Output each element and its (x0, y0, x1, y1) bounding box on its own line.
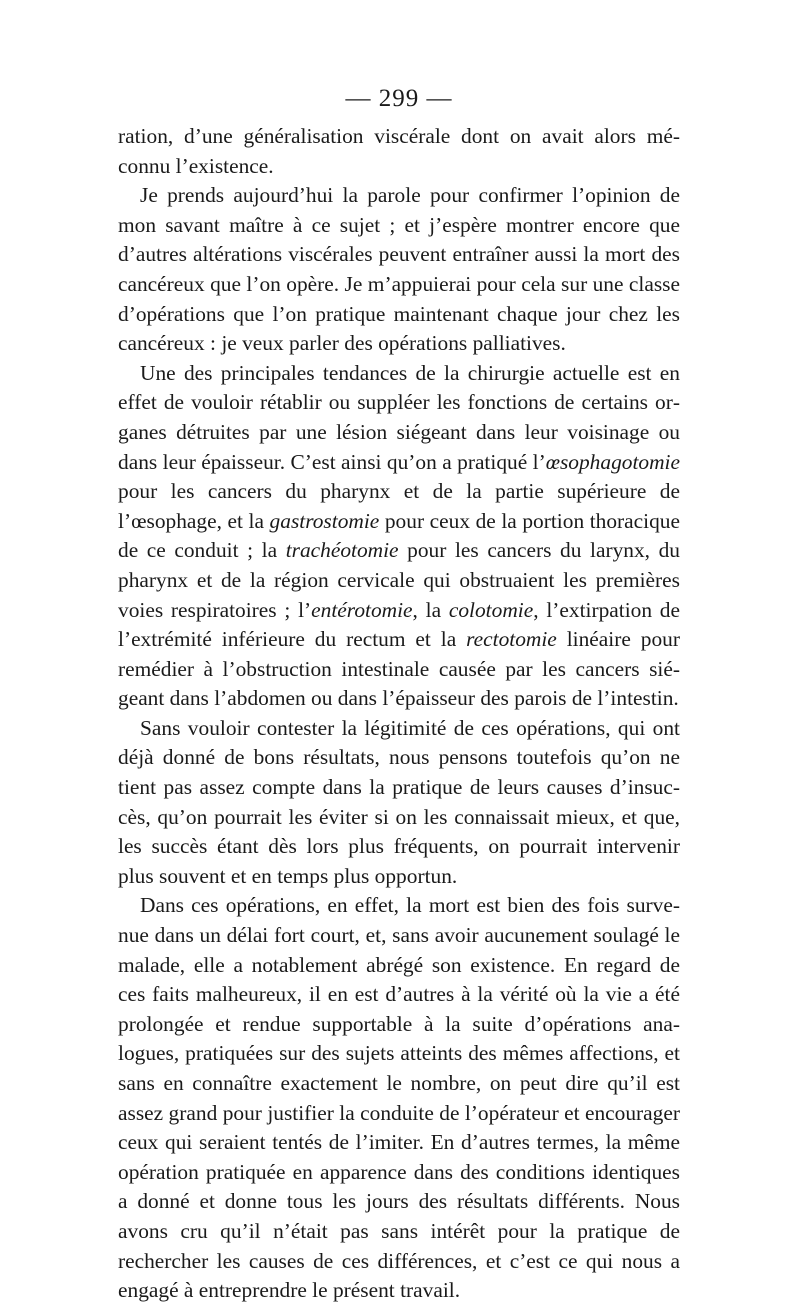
body-text (118, 122, 680, 1306)
text-segment: Sans vouloir contester la légitimité de ces opérations, qui ont déjà donné de bons résultats, nous pensons toutefois qu’on ne tient pas assez compte dans la pratique de leurs causes d’insuccès, qu’on pourrait les éviter si on les connaissait mieux, et que, les succès étant dès lors plus fréquents, on pourrait intervenir plus souvent et en temps plus opportun. (118, 715, 680, 888)
text-segment: pour ceux de la portion thoracique de ce conduit ; la (118, 508, 680, 563)
paragraph (118, 122, 680, 181)
text-segment: ration, d’une généralisation viscérale dont on avait alors méconnu l’existence. (118, 124, 680, 178)
italic-term: œsophagotomie (545, 449, 680, 474)
italic-term: trachéotomie (285, 538, 399, 563)
text-segment: pour les cancers du larynx, du pharynx et de la région cervicale qui obstruaient les premières voies respiratoires ; l’ (118, 538, 680, 622)
paragraph (118, 714, 680, 892)
paragraph (118, 181, 680, 359)
book-page (118, 82, 680, 1306)
text-segment: , l’extirpation de l’extrémité inférieure du rectum et la (118, 597, 680, 652)
text-segment: linéaire pour remédier à l’obstruction intestinale causée par les cancers siégeant dans l’abdomen ou dans l’épaisseur des parois de l’intestin. (118, 627, 680, 711)
text-segment: , la (412, 597, 449, 622)
text-segment: Dans ces opérations, en effet, la mort est bien des fois survenue dans un délai fort court, et, sans avoir aucunement soulagé le malade, elle a notablement abrégé son existence. En regard de ces faits malheureux, il en est d’autres à la vérité où la vie a été prolongée et rendue supportable à la suite d’opérations analogues, pratiquées sur des sujets atteints des mêmes affections, et sans en connaître exactement le nombre, on peut dire qu’il est assez grand pour justifier la conduite de l’opérateur et encourager ceux qui seraient tentés de l’imiter. En d’autres termes, la même opération pratiquée en apparence dans des conditions identiques a donné et donne tous les jours des résultats différents. Nous avons cru qu’il n’était pas sans intérêt pour la pratique de rechercher les causes de ces différences, et c’est ce qui nous a engagé à entreprendre le présent travail. (118, 893, 680, 1303)
page-number: — 299 — (345, 85, 453, 112)
italic-term: entérotomie (311, 597, 413, 622)
italic-term: gastrostomie (269, 508, 380, 533)
italic-term: rectotomie (466, 627, 557, 652)
text-segment: Je prends aujourd’hui la parole pour confirmer l’opinion de mon savant maître à ce sujet ; et j’espère montrer encore que d’autres altérations viscérales peuvent entraîner aussi la mort des cancéreux que l’on opère. Je m’appuierai pour cela sur une classe d’opérations que l’on pratique maintenant chaque jour chez les cancéreux : je veux parler des opérations palliatives. (118, 183, 680, 356)
paragraph (118, 891, 680, 1305)
text-segment: pour les cancers du pharynx et de la partie supérieure de l’œsophage, et la (118, 479, 680, 533)
italic-term: colotomie (448, 597, 534, 622)
text-segment: Une des principales tendances de la chirurgie actuelle est en effet de vouloir rétablir ou suppléer les fonctions de certains organes détruites par une lésion siégeant dans leur voisinage ou dans leur épaisseur. C’est ainsi qu’on a pratiqué l’ (118, 360, 680, 474)
paragraph (118, 359, 680, 714)
